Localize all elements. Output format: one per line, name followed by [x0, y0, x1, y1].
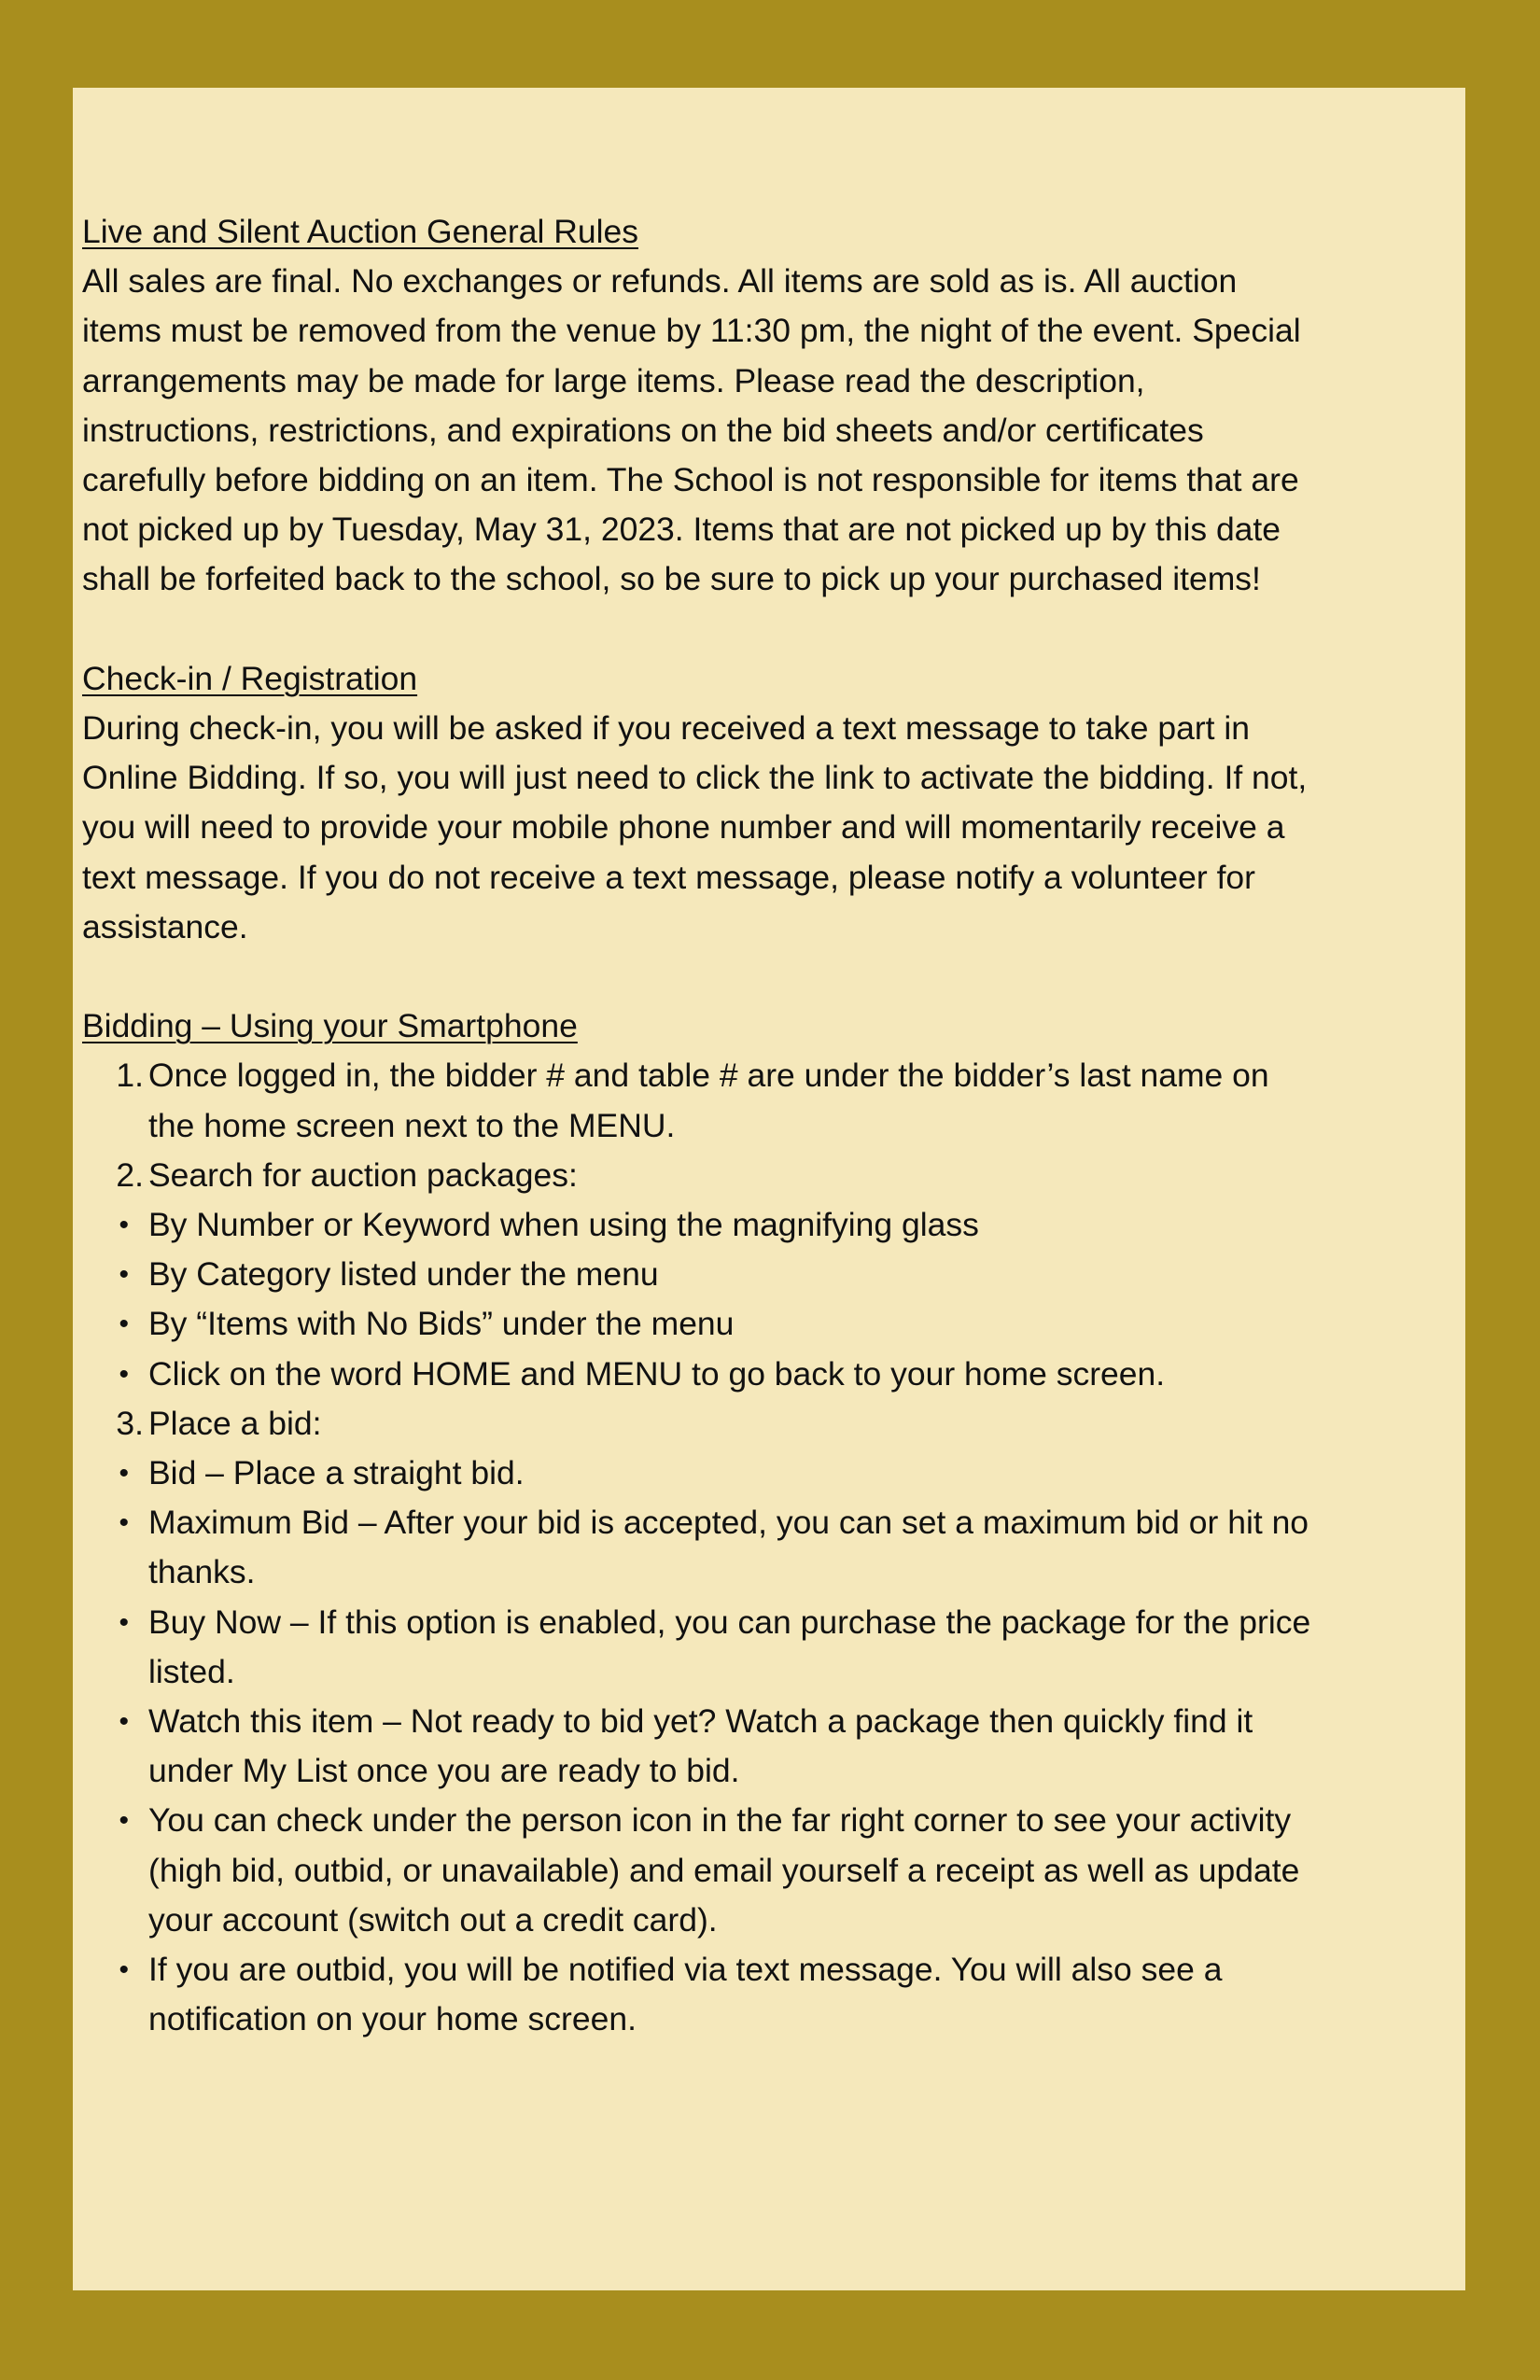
list-item: [82, 1945, 1323, 2044]
list-item-text: Watch this item – Not ready to bid yet? Watch a package then quickly find it under My List once you are ready to bid.: [148, 1702, 1253, 1790]
section-body: All sales are final. No exchanges or refunds. All items are sold as is. All auction items must be removed from the venue by 11:30 pm, the night of the event. Special arrangements may be made for large items. Please read the description, instructions, restrictions, and expirations on the bid sheets and/or certificates carefully before bidding on an item. The School is not responsible for items that are not picked up by Tuesday, May 31, 2023. Items that are not picked up by this date shall be forfeited back to the school, so be sure to pick up your purchased items!: [82, 262, 1301, 598]
bullet-icon: •: [119, 1507, 129, 1539]
bullet-icon: •: [119, 1706, 129, 1738]
list-item: [82, 1151, 1323, 1200]
list-number: 2.: [116, 1155, 144, 1194]
list-item: [82, 1051, 1323, 1150]
bullet-icon: •: [119, 1210, 129, 1241]
section-check-in: [82, 654, 1323, 952]
list-number: 1.: [116, 1057, 144, 1095]
list-item: [82, 1796, 1323, 1945]
document-content: [82, 207, 1323, 2044]
list-item-text: By “Items with No Bids” under the menu: [148, 1305, 735, 1343]
bidding-steps-list: [82, 1051, 1323, 2044]
bullet-icon: •: [119, 1954, 129, 1986]
bullet-icon: •: [119, 1805, 129, 1837]
list-item: [82, 1598, 1323, 1697]
section-heading: Check-in / Registration: [82, 659, 418, 697]
list-item-text: Place a bid:: [148, 1404, 322, 1442]
list-item-text: By Category listed under the menu: [148, 1255, 659, 1294]
bullet-icon: •: [119, 1309, 129, 1340]
list-number: 3.: [116, 1404, 144, 1442]
list-item-text: Buy Now – If this option is enabled, you can purchase the package for the price listed.: [148, 1603, 1311, 1690]
bullet-icon: •: [119, 1606, 129, 1638]
section-heading: Live and Silent Auction General Rules: [82, 213, 638, 250]
section-bidding: [82, 1001, 1323, 2044]
bullet-icon: •: [119, 1259, 129, 1291]
list-item: [82, 1449, 1323, 1498]
bullet-icon: •: [119, 1458, 129, 1490]
section-general-rules: [82, 207, 1323, 605]
list-item: [82, 1350, 1323, 1399]
section-body: During check-in, you will be asked if you received a text message to take part in Online Bidding. If so, you will just need to click the link to activate the bidding. If not, you will need to provide your mobile phone number and will momentarily receive a text message. If you do not receive a text message, please notify a volunteer for assistance.: [82, 709, 1308, 945]
list-item-text: You can check under the person icon in the far right corner to see your activity (high bid, outbid, or unavailable) and email yourself a receipt as well as update your account (switch out a credit card).: [148, 1801, 1300, 1939]
list-item-text: Click on the word HOME and MENU to go back to your home screen.: [148, 1354, 1166, 1393]
list-item-text: Search for auction packages:: [148, 1155, 578, 1194]
bullet-icon: •: [119, 1358, 129, 1390]
list-item: [82, 1498, 1323, 1597]
list-item-text: Maximum Bid – After your bid is accepted, you can set a maximum bid or hit no thanks.: [148, 1504, 1309, 1591]
list-item: [82, 1200, 1323, 1250]
list-item: [82, 1299, 1323, 1349]
list-item: [82, 1697, 1323, 1796]
list-item-text: By Number or Keyword when using the magnifying glass: [148, 1206, 979, 1244]
list-item: [82, 1399, 1323, 1449]
list-item: [82, 1250, 1323, 1299]
list-item-text: If you are outbid, you will be notified via text message. You will also see a notification on your home screen.: [148, 1951, 1223, 2038]
list-item-text: Once logged in, the bidder # and table # are under the bidder’s last name on the home screen next to the MENU.: [148, 1057, 1269, 1144]
list-item-text: Bid – Place a straight bid.: [148, 1454, 525, 1492]
section-heading: Bidding – Using your Smartphone: [82, 1007, 578, 1045]
